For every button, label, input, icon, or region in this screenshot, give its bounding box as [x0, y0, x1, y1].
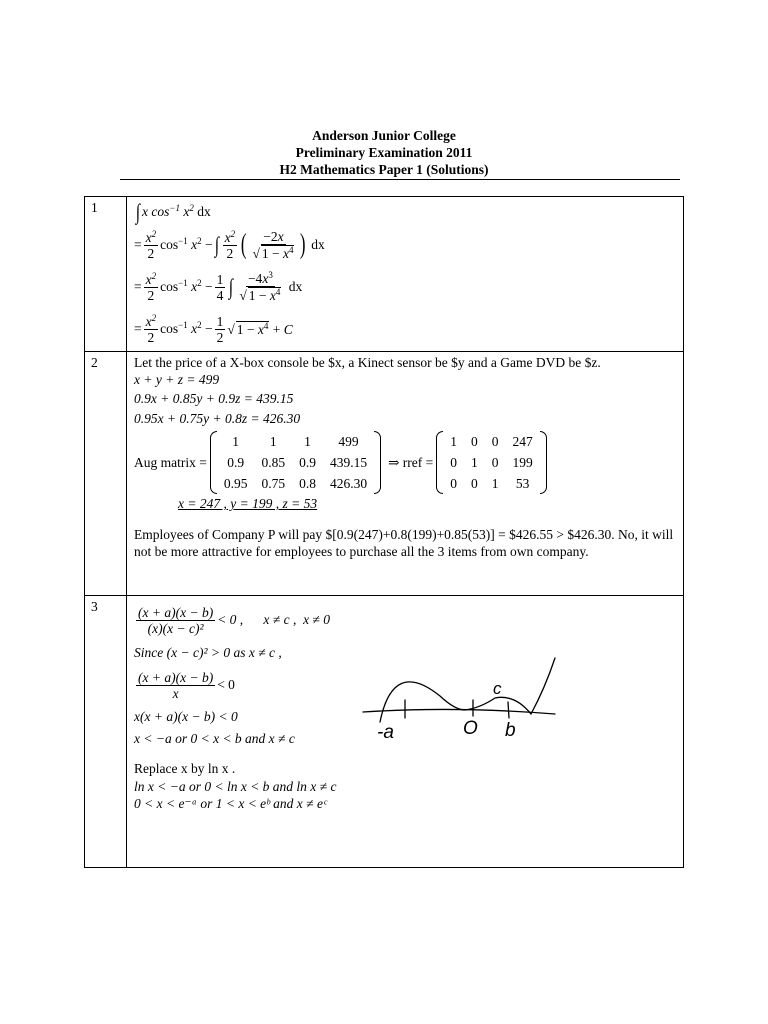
paper-title: H2 Mathematics Paper 1 (Solutions)	[279, 162, 489, 177]
question-2-solution	[127, 352, 684, 596]
matrix-cell: 0	[491, 434, 499, 449]
matrix-row	[443, 431, 540, 452]
inequality-numerator: (x + a)(x − b)	[138, 604, 214, 620]
matrix-cell: 0	[450, 455, 458, 470]
question-number: 2	[85, 352, 127, 596]
label-c: c	[493, 679, 502, 698]
matrix-cell: 1	[471, 455, 478, 470]
question-1-solution: ∫ x $\cos^{-1} x^2$ dx = $\frac{x^2}{2}$ $\cos^{-1} x^2$ − ∫ $\frac{x^2}{2}$ ( $\frac{-2x}{√ 1 - x^4}$ ) dx = $\frac{x^2}{2}$ $\cos^{-1} x^2$ − $\frac{1}{4}$ ∫ $\frac{-4x^3}{√ 1 - x^4}$ dx = $\frac{x^2}{2}$ $\cos^{-1} x^2$ − $\frac{1}{2}$ √ $1 - x^4 + C$	[127, 197, 684, 352]
q3-product-inequality: x(x + a)(x − b) < 0	[134, 709, 238, 724]
matrix-row	[443, 452, 540, 473]
matrix-cell: 0.9	[227, 455, 245, 470]
reduced-denominator: x	[172, 685, 179, 701]
equation-2: 0.9x + 0.85y + 0.9z = 439.15	[134, 391, 294, 406]
question-row	[85, 596, 684, 868]
matrix-cell: 499	[338, 434, 359, 449]
matrix-cell: 0.9	[299, 455, 316, 470]
matrix-cell: 426.30	[329, 476, 368, 491]
inequality-condition: < 0 , x ≠ c , x ≠ 0	[217, 612, 330, 627]
question-3-solution	[127, 596, 684, 868]
label-neg-a: -a	[377, 722, 394, 743]
q3-solution-ln: ln x < −a or 0 < ln x < b and ln x ≠ c	[134, 779, 337, 794]
header-rule	[120, 179, 680, 180]
matrix-row	[217, 452, 374, 473]
matrix-row	[443, 473, 540, 494]
q2-conclusion: Employees of Company P will pay $[0.9(247)+0.8(199)+0.85(53)] = $426.55 > $426.30. No, it will not be more attractive for employees to purchase all the 3 items from own company.	[134, 527, 674, 559]
sign-sketch	[355, 638, 605, 748]
equation-3: 0.95x + 0.75y + 0.8z = 426.30	[134, 411, 301, 426]
matrix-cell: 53	[515, 476, 530, 491]
matrix-row	[217, 473, 374, 494]
equation-1: x + y + z = 499	[134, 372, 220, 387]
label-b: b	[505, 720, 516, 741]
integral-sign: ∫	[135, 199, 141, 224]
matrix-cell: 1	[232, 434, 240, 449]
matrix-cell: 1	[269, 434, 277, 449]
matrix-cell: 0	[471, 476, 478, 491]
exam-title: Preliminary Examination 2011	[295, 145, 473, 160]
document-header	[0, 127, 768, 178]
rref-matrix	[436, 431, 547, 494]
matrix-cell: 1	[491, 476, 499, 491]
aug-matrix-label: Aug matrix =	[134, 454, 207, 470]
matrix-cell: 0	[471, 434, 478, 449]
augmented-matrix	[210, 431, 381, 494]
tick-b	[508, 702, 509, 718]
question-row	[85, 197, 684, 352]
q3-since: Since (x − c)² > 0 as x ≠ c ,	[134, 645, 282, 660]
matrix-cell: 439.15	[329, 455, 368, 470]
x-axis-line	[363, 709, 555, 714]
solution-values: x = 247 , y = 199 , z = 53	[178, 496, 318, 511]
matrix-cell: 0.75	[261, 476, 286, 491]
matrix-cell: 199	[512, 455, 533, 470]
question-row	[85, 352, 684, 596]
question-number: 1	[85, 197, 127, 352]
matrix-cell: 1	[450, 434, 458, 449]
inequality-denominator: (x)(x − c)²	[147, 620, 204, 636]
q3-replace: Replace x by ln x .	[134, 761, 236, 776]
q1-line1: x $\cos^{-1} x^2$	[142, 203, 194, 219]
matrix-row	[217, 431, 374, 452]
matrix-cell: 0	[450, 476, 458, 491]
q3-solution-exp: 0 < x < e⁻ᵃ or 1 < x < eᵇ and x ≠ eᶜ	[134, 796, 327, 811]
matrix-cell: 0.8	[299, 476, 316, 491]
label-origin: O	[463, 718, 478, 739]
college-name: Anderson Junior College	[312, 128, 456, 143]
less-than-zero: < 0	[217, 677, 235, 692]
q3-solution-x: x < −a or 0 < x < b and x ≠ c	[134, 731, 295, 746]
matrix-cell: 0.95	[223, 476, 248, 491]
matrix-cell: 1	[304, 434, 311, 449]
matrix-cell: 247	[512, 434, 533, 449]
reduced-numerator: (x + a)(x − b)	[138, 669, 214, 685]
question-number: 3	[85, 596, 127, 868]
matrix-cell: 0.85	[261, 455, 286, 470]
matrix-cell: 0	[491, 455, 499, 470]
q2-intro: Let the price of a X-box console be $x, a Kinect sensor be $y and a Game DVD be $z.	[134, 355, 601, 370]
rref-label: ⇒ rref =	[388, 454, 434, 470]
solutions-table	[84, 196, 684, 868]
